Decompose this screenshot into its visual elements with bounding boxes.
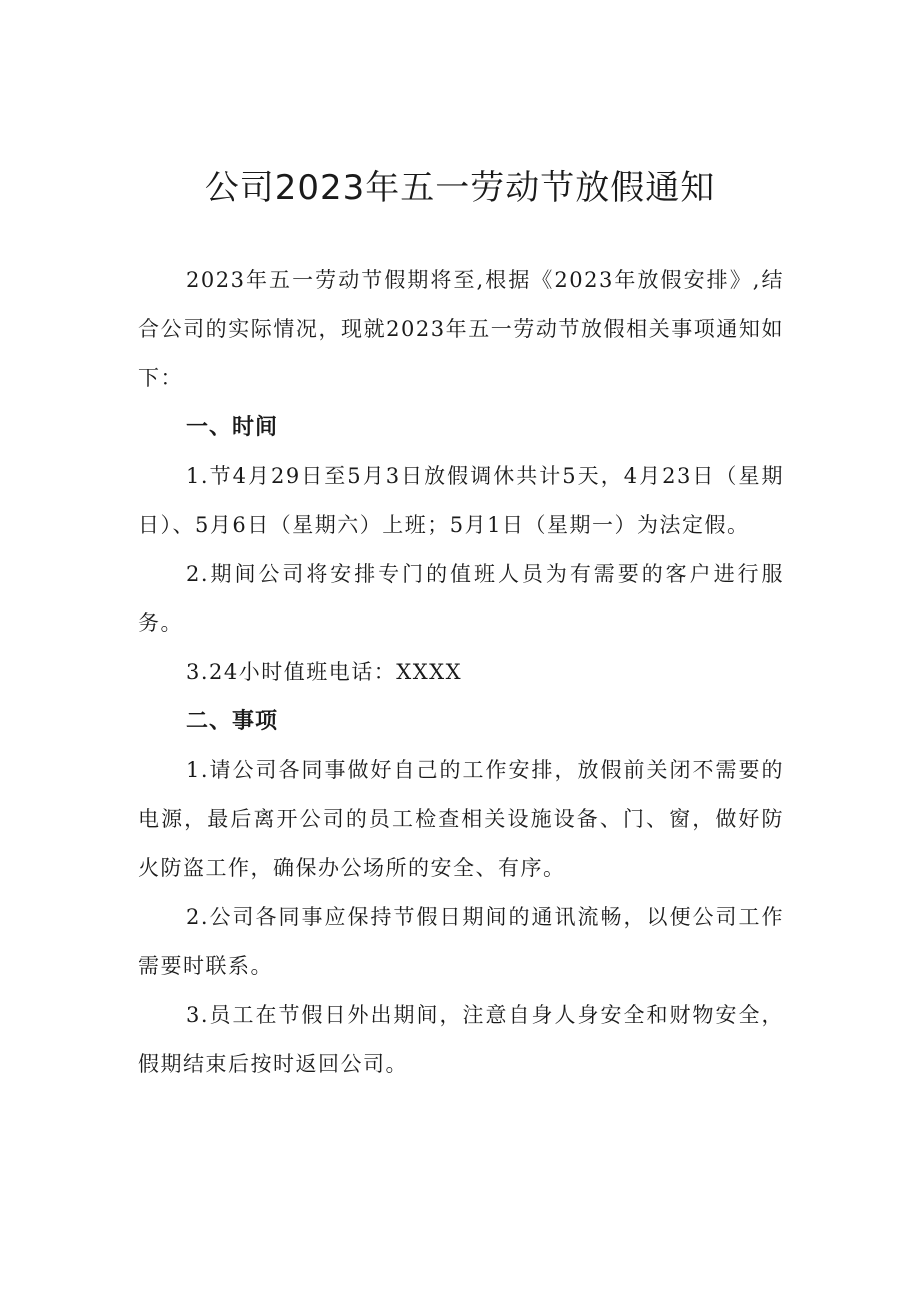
section-heading: 二、事项 xyxy=(186,709,279,734)
intro-paragraph: 2023年五一劳动节假期将至,根据《2023年放假安排》,结合公司的实际情况，现就2023年五一劳动节放假相关事项通知如下： xyxy=(138,268,784,390)
section-item: 3.24小时值班电话：XXXX xyxy=(186,660,463,684)
section-heading: 一、时间 xyxy=(186,415,279,440)
document-body xyxy=(138,256,784,1089)
section-item: 3.员工在节假日外出期间，注意自身人身安全和财物安全，假期结束后按时返回公司。 xyxy=(138,1003,784,1076)
section-matters xyxy=(138,697,784,1089)
document-title: 公司2023年五一劳动节放假通知 xyxy=(204,168,716,208)
section-item: 1.请公司各同事做好自己的工作安排，放假前关闭不需要的电源，最后离开公司的员工检查相关设施设备、门、窗，做好防火防盗工作，确保办公场所的安全、有序。 xyxy=(138,758,784,880)
section-time xyxy=(138,403,784,697)
section-item: 1.节4月29日至5月3日放假调休共计5天，4月23日（星期日）、5月6日（星期六）上班；5月1日（星期一）为法定假。 xyxy=(138,464,784,537)
section-item: 2.期间公司将安排专门的值班人员为有需要的客户进行服务。 xyxy=(138,562,784,635)
section-item: 2.公司各同事应保持节假日期间的通讯流畅，以便公司工作需要时联系。 xyxy=(138,905,784,978)
